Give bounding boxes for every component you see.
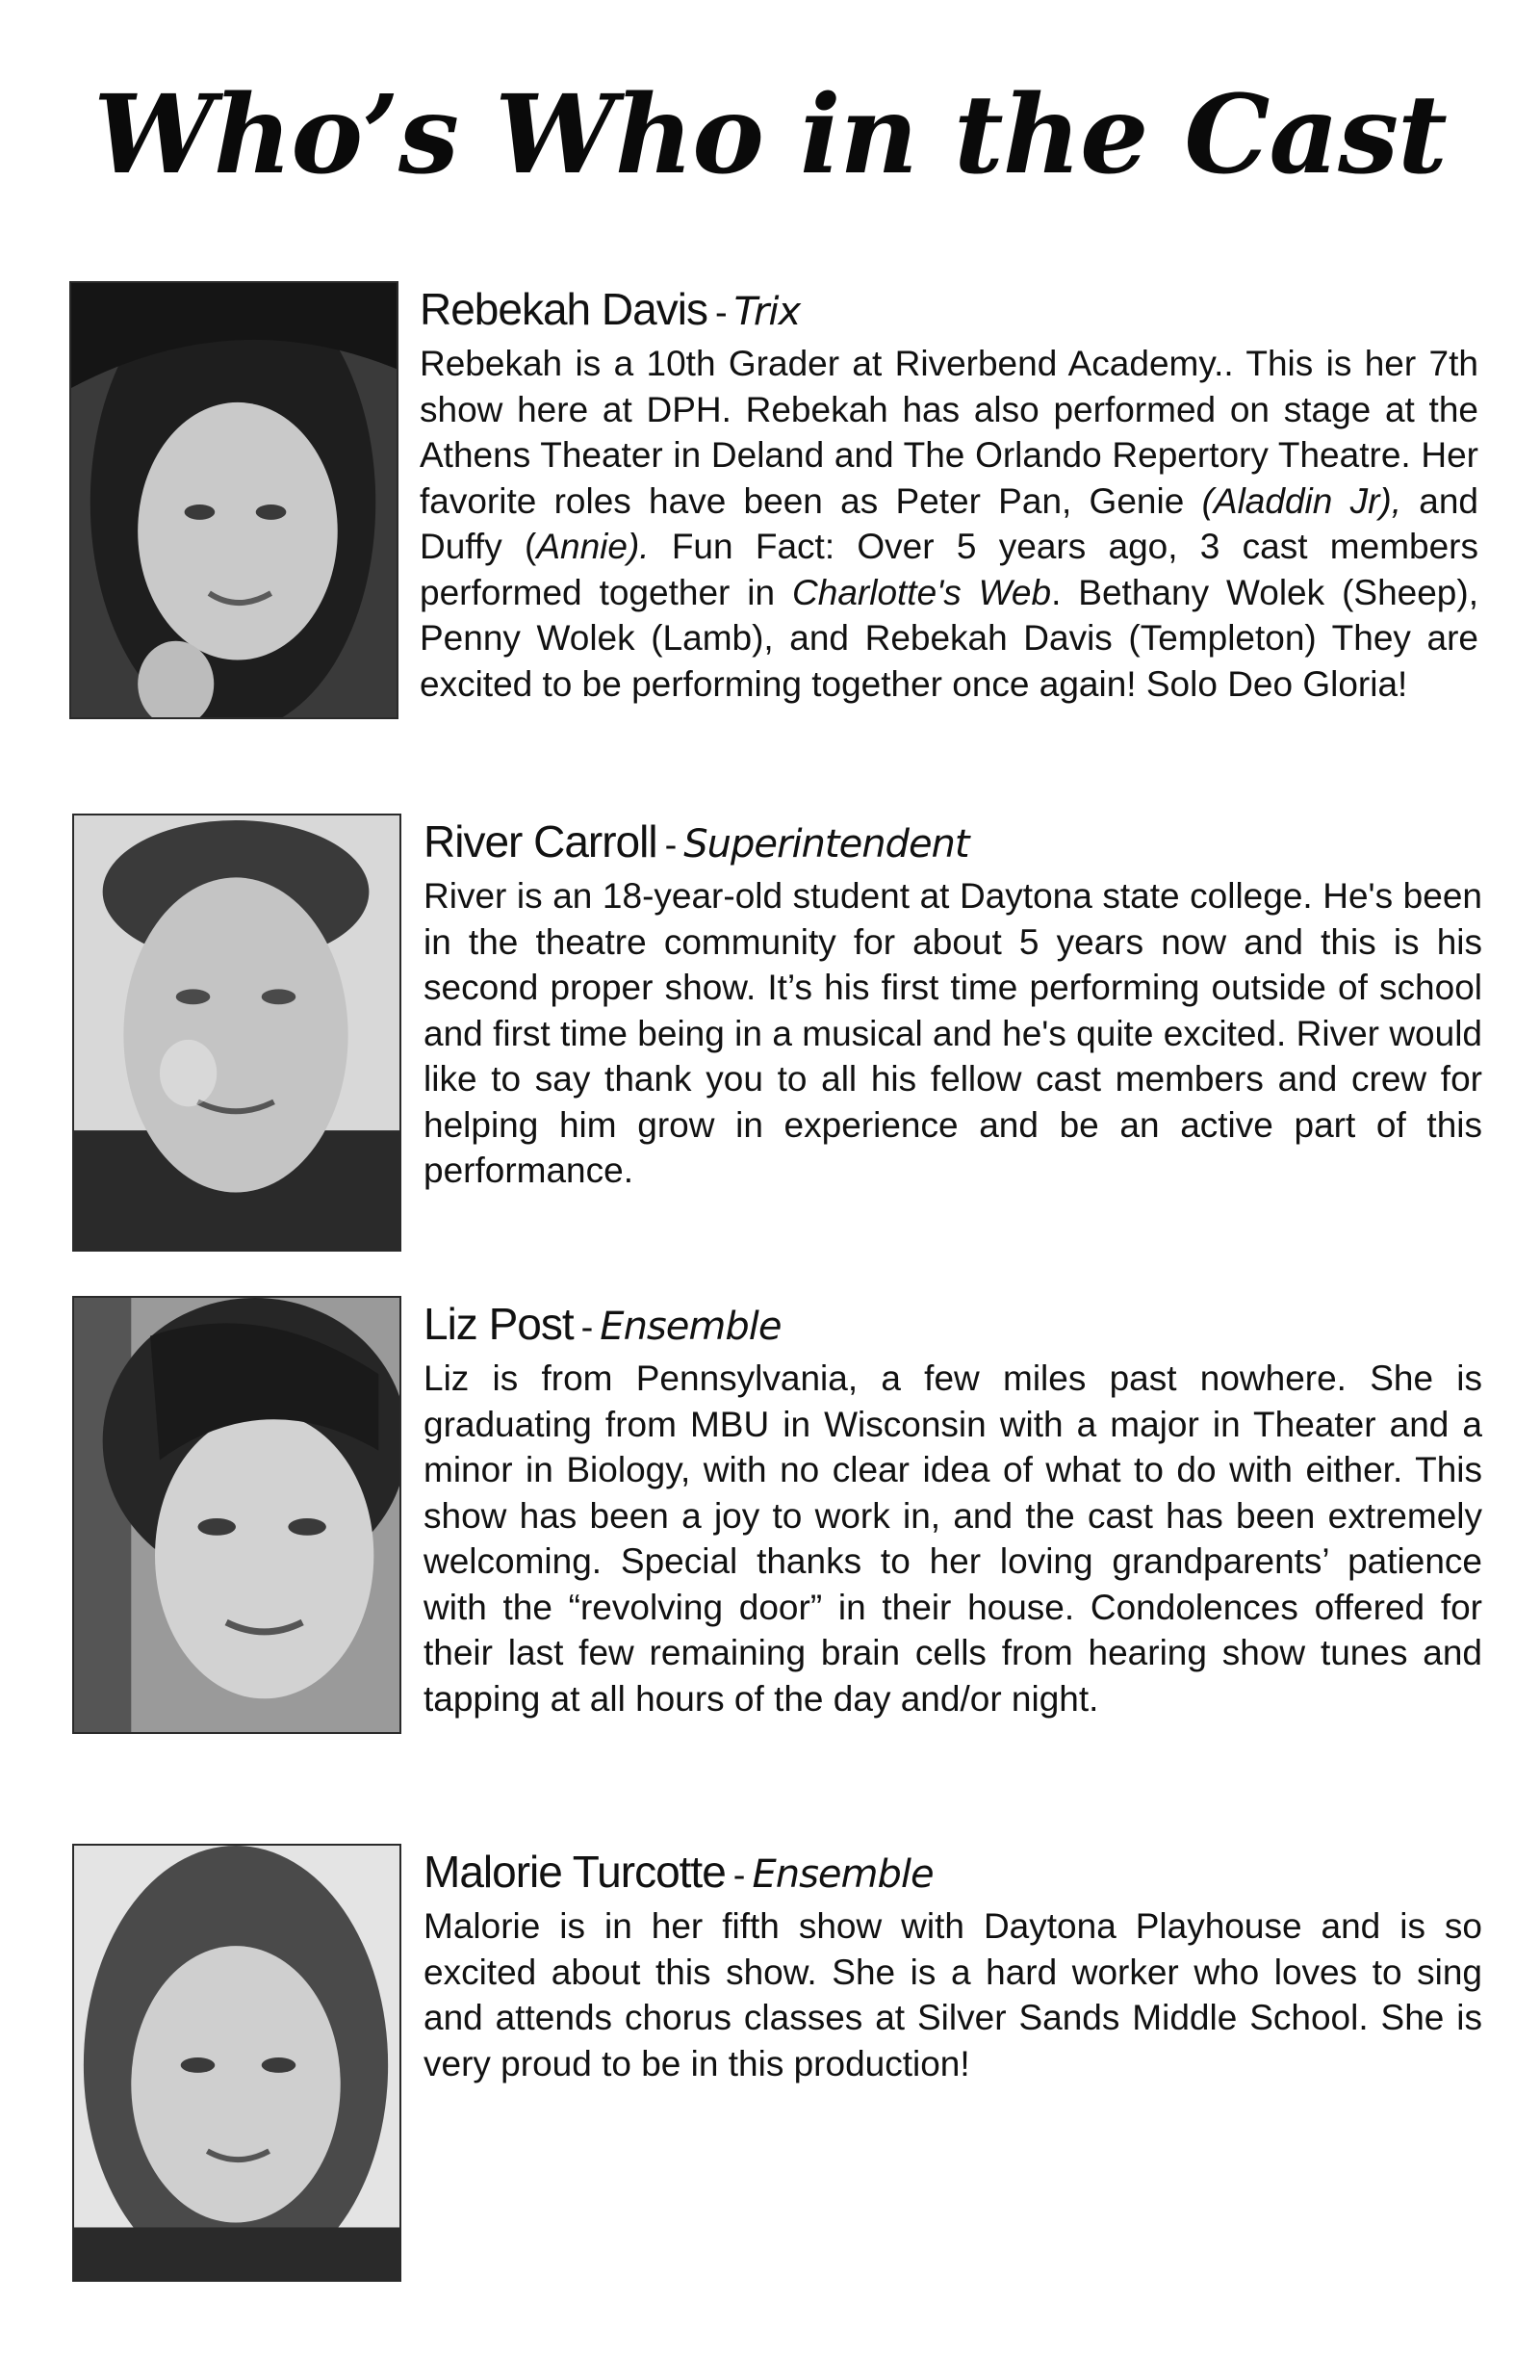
headshot-photo	[72, 1844, 401, 2282]
bio-text-run: Rebekah is a 10th Grader at Riverbend Academy.. This is her 7th show here at DPH. Rebekah has also performed on stage at the Athens Theater in Deland and The Orlando Repertory Theatre. Her favorite roles have been as Peter Pan, Genie	[420, 344, 1478, 521]
headshot-image	[74, 1298, 399, 1732]
name-role-separator: -	[732, 1855, 745, 1896]
name-role-separator: -	[714, 293, 727, 333]
bio-text-run: Liz is from Pennsylvania, a few miles past nowhere. She is graduating from MBU in Wisconsin with a major in Theater and a minor in Biology, with no clear idea of what to do with either. This show has been a joy to work in, and the cast has been extremely welcoming. Special thanks to her loving grandparents’ patience with the “revolving door” in their house. Condolences offered for their last few remaining brain cells from hearing show tunes and tapping at all hours of the day and/or night.	[424, 1358, 1482, 1719]
role-name: Ensemble	[600, 1305, 782, 1349]
page-title: Who’s Who in the Cast	[93, 72, 1447, 198]
bio-text-run: Malorie is in her fifth show with Daytona Playhouse and is so excited about this show. She is a hard worker who loves to sing and attends chorus classes at Silver Sands Middle School. She is very proud to be in this production!	[424, 1906, 1482, 2083]
actor-name: River Carroll	[424, 816, 657, 867]
bio-text	[420, 341, 1478, 707]
name-line	[420, 281, 1478, 341]
headshot-image	[74, 815, 399, 1250]
actor-name: Malorie Turcotte	[424, 1847, 726, 1897]
headshot-image	[71, 283, 397, 717]
name-line	[424, 1844, 1482, 1903]
bio-text-run: Fun Fact: Over 5 years ago, 3 cast members performed together in	[420, 527, 1479, 612]
name-role-separator: -	[664, 825, 677, 866]
bio-block	[420, 281, 1478, 707]
bio-italic-text: (Aladdin Jr),	[1201, 480, 1402, 521]
bio-block	[424, 1844, 1482, 2086]
bio-block	[424, 814, 1482, 1194]
headshot-photo	[72, 1296, 401, 1734]
actor-name: Rebekah Davis	[420, 284, 707, 334]
bio-text-run: River is an 18-year-old student at Daytona state college. He's been in the theatre community for about 5 years now and this is his second proper show. It’s his first time performing outside of school and first time being in a musical and he's quite excited. River would like to say thank you to all his fellow cast members and crew for helping him grow in experience and be an active part of this performance.	[424, 876, 1482, 1190]
name-role-separator: -	[580, 1307, 593, 1348]
name-line	[424, 814, 1482, 873]
role-name: Ensemble	[752, 1852, 934, 1897]
bio-italic-text: Annie).	[536, 527, 650, 566]
bio-italic-text: Charlotte's Web	[792, 572, 1052, 612]
role-name: Superintendent	[683, 822, 969, 867]
bio-text-run: . Bethany Wolek (Sheep), Penny Wolek (Lamb), and Rebekah Davis (Templeton) They are excited to be performing together once again! Solo Deo Gloria!	[420, 572, 1478, 704]
headshot-photo	[69, 281, 398, 719]
name-line	[424, 1296, 1482, 1356]
bio-text	[424, 1356, 1482, 1721]
headshot-image	[74, 1846, 399, 2280]
headshot-photo	[72, 814, 401, 1252]
role-name: Trix	[733, 290, 801, 334]
bio-text	[424, 1903, 1482, 2086]
actor-name: Liz Post	[424, 1299, 574, 1349]
bio-text	[424, 873, 1482, 1194]
bio-text-run: and Duffy (	[420, 480, 1479, 566]
bio-block	[424, 1296, 1482, 1721]
